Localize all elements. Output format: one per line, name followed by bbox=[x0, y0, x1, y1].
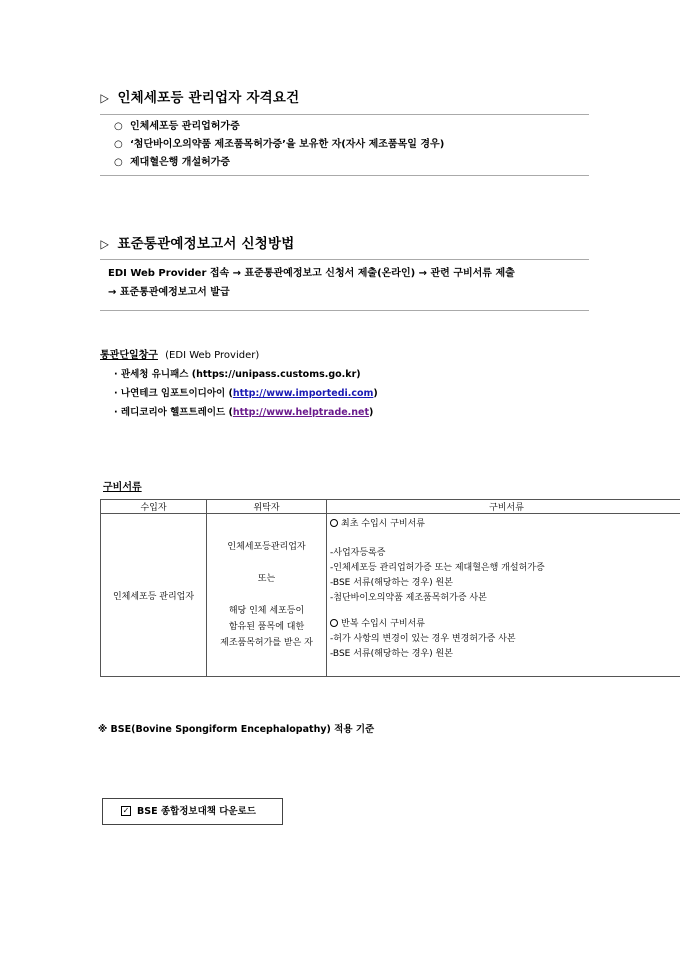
portal-item-helptrade: · 레디코리아 헬프트레이드 (http://www.helptrade.net) bbox=[114, 407, 374, 418]
list-item: ○ 제대혈은행 개설허가증 bbox=[114, 154, 444, 172]
unipass-link[interactable]: https://unipass.customs.go.kr bbox=[196, 369, 357, 380]
column-header: 위탁자 bbox=[207, 500, 327, 514]
bse-note: ※ BSE(Bovine Spongiform Encephalopathy) 적용 기준 bbox=[98, 724, 375, 735]
triangle-marker-icon: ▷ bbox=[100, 237, 109, 251]
list-item: -첨단바이오의약품 제조품목허가증 사본 bbox=[330, 593, 487, 603]
list-item: ○ ‘첨단바이오의약품 제조품목허가증’을 보유한 자(자사 제조품목일 경우) bbox=[114, 136, 444, 154]
section-heading-application bbox=[100, 232, 294, 252]
divider bbox=[100, 175, 589, 176]
consignor-cell: 인체세포등관리업자 또는 해당 인체 세포등이 함유된 품목에 대한 제조품목허가를 받은 자 bbox=[207, 514, 327, 677]
importer-cell: 인체세포등 관리업자 bbox=[101, 514, 207, 677]
bullet-circle-icon bbox=[330, 619, 338, 627]
documents-table bbox=[100, 499, 680, 677]
circle-bullet-icon: ○ bbox=[114, 157, 123, 168]
list-item: -인체세포등 관리업허가증 또는 제대혈은행 개설허가증 bbox=[330, 563, 545, 573]
list-item: -허가 사항의 변경이 있는 경우 변경허가증 사본 bbox=[330, 634, 516, 644]
first-import-title: 최초 수입시 구비서류 bbox=[330, 517, 680, 532]
section-title: 인체세포등 관리업자 자격요건 bbox=[117, 90, 300, 106]
required-documents-cell bbox=[327, 514, 680, 677]
section-title: 표준통관예정보고서 신청방법 bbox=[117, 236, 295, 252]
circle-bullet-icon: ○ bbox=[114, 121, 123, 132]
table-header-row bbox=[101, 500, 680, 514]
helptrade-link[interactable]: http://www.helptrade.net bbox=[232, 407, 370, 418]
portal-item-importedi: · 나연테크 임포트이디아이 (http://www.importedi.com) bbox=[114, 388, 378, 399]
column-header: 수입자 bbox=[101, 500, 207, 514]
list-item: ○ 인체세포등 관리업허가증 bbox=[114, 118, 444, 136]
procedure-line-1: EDI Web Provider 접속 → 표준통관예정보고 신청서 제출(온라인) → 관련 구비서류 제출 bbox=[108, 268, 515, 279]
divider bbox=[100, 310, 589, 311]
list-item: -사업자등록증 bbox=[330, 548, 386, 558]
table-row bbox=[101, 514, 680, 677]
divider bbox=[100, 259, 589, 260]
importedi-link[interactable]: http://www.importedi.com bbox=[232, 388, 374, 399]
portal-heading: 통관단일창구 (EDI Web Provider) bbox=[100, 350, 260, 361]
repeat-import-title: 반복 수입시 구비서류 bbox=[330, 617, 680, 632]
triangle-marker-icon: ▷ bbox=[100, 91, 109, 105]
list-item: -BSE 서류(해당하는 경우) 원본 bbox=[330, 578, 453, 588]
checkbox-icon: ✓ bbox=[122, 806, 130, 815]
section-heading-qualification bbox=[100, 86, 299, 106]
procedure-line-2: → 표준통관예정보고서 발급 bbox=[108, 287, 230, 298]
qualification-list bbox=[114, 118, 444, 172]
download-label: BSE 종합정보대책 다운로드 bbox=[137, 806, 256, 817]
divider bbox=[100, 114, 589, 115]
list-item: -BSE 서류(해당하는 경우) 원본 bbox=[330, 649, 453, 659]
circle-bullet-icon: ○ bbox=[114, 139, 123, 150]
documents-heading: 구비서류 bbox=[103, 482, 142, 493]
column-header: 구비서류 bbox=[327, 500, 680, 514]
portal-item-unipass: · 관세청 유니패스 (https://unipass.customs.go.kr) bbox=[114, 369, 361, 380]
bse-download-button[interactable] bbox=[102, 798, 283, 825]
bullet-circle-icon bbox=[330, 519, 338, 527]
